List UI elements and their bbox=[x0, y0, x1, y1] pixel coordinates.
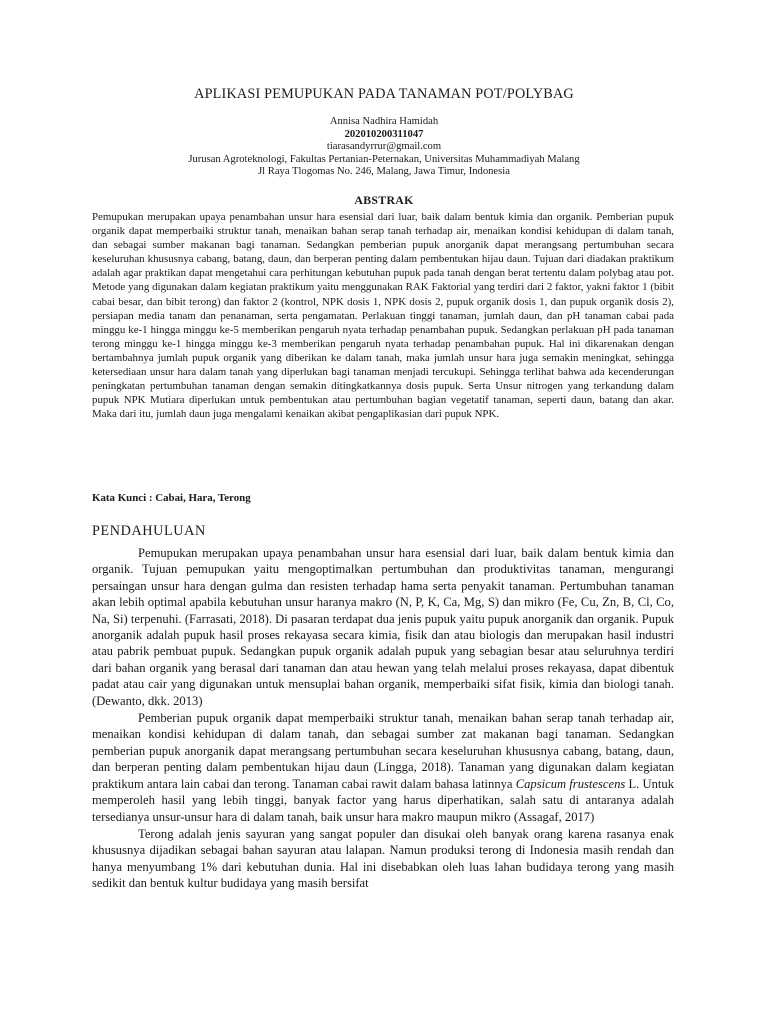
author-affiliation: Jurusan Agroteknologi, Fakultas Pertanian-Peternakan, Universitas Muhammadiyah Malang bbox=[188, 153, 580, 165]
author-email: tiarasandyrrur@gmail.com bbox=[326, 141, 442, 153]
paragraph: Terong adalah jenis sayuran yang sangat populer dan disukai oleh banyak orang karena rasanya enak khususnya dijadikan sebagai bahan sayuran atau lalapan. Namun produksi terong di Indonesia masih rendah dan hanya menyumbang 1% dari kebutuhan dunia. Hal ini disebabkan oleh luas lahan budidaya terong yang masih sedikit dan bentuk kultur budidaya yang masih bersifat bbox=[92, 826, 674, 891]
paragraph: Pemupukan merupakan upaya penambahan unsur hara esensial dari luar, baik dalam bentuk kimia dan organik. Tujuan pemupukan yaitu mengoptimalkan pertumbuhan dan produktivitas tanaman, mengurangi persaingan unsur hara dengan gulma dan resisten terhadap hama serta penyakit tanaman. Pertumbuhan tanaman akan lebih optimal apabila kebutuhan unsur haranya makro (N, P, K, Ca, Mg, S) dan mikro (Fe, Cu, Zn, B, Cl, Co, Na, Si) terpenuhi. (Farrasati, 2018). Di pasaran terdapat dua jenis pupuk yaitu pupuk anorganik dan organik. Pupuk anorganik adalah pupuk hasil proses rekayasa secara kimia, fisik dan atau biologis dan merupakan hasil industri atau pabrik pembuat pupuk. Sedangkan pupuk organik adalah pupuk yang sebagian besar atau seluruhnya terdiri dari bahan organik yang berasal dari tanaman dan atau hewan yang telah melalui proses rekayasa, dapat dibentuk padat atau cair yang digunakan untuk mensuplai bahan organik, memperbaiki sifat fisik, kimia dan biologi tanah. (Dewanto, dkk. 2013) bbox=[92, 546, 674, 708]
keywords: Kata Kunci : Cabai, Hara, Terong bbox=[92, 492, 251, 504]
author-name: Annisa Nadhira Hamidah bbox=[329, 116, 439, 127]
abstract-text: Pemupukan merupakan upaya penambahan unsur hara esensial dari luar, baik dalam bentuk kimia dan organik. Pemberian pupuk organik dapat memperbaiki struktur tanah, menaikan bahan serap tanah terhadap air, menaikan kondisi kehidupan di dalam tanah, dan sebagai sumber makanan bagi tanaman. Sedangkan pemberian pupuk anorganik dapat merangsang pertumbuhan secara keseluruhan khususnya cabang, batang, daun, dan berperan penting dalam pembentukan hijau daun. Tujuan dari diadakan praktikum adalah agar praktikan dapat mengetahui cara perhitungan kebutuhan pupuk pada tanah dengan berat tertentu dalam polybag atau pot. Metode yang digunakan dalam kegiatan praktikum yaitu menggunakan RAK Faktorial yang terdiri dari 2 faktor, yakni faktor 1 (bibit cabai besar, dan bibit terong) dan faktor 2 (kontrol, NPK dosis 1, NPK dosis 2, pupuk organik dosis 1, dan pupuk organik dosis 2), persiapan media tanam dan penanaman, serta pengamatan. Perlakuan tinggi tanaman, jumlah daun, dan pH tanaman cabai pada minggu ke-1 hingga minggu ke-5 memberikan pengaruh nyata terhadap penambahan pupuk. Sedangkan perlakuan pH pada tanaman terong minggu ke-1 hingga minggu ke-3 memberikan pengaruh nyata terhadap penambahan pupuk. Hal ini dikarenakan dengan bertambahnya jumlah pupuk organik yang diberikan ke dalam tanah, maka jumlah unsur hara juga semakin meningkat, sehingga ketersediaan unsur hara dalam tanah yang diperlukan bagi tanaman menjadi tercukupi. Sehingga terlihat bahwa ada kecenderungan peningkatan pertumbuhan tanaman dengan semakin ditingkatkannya dosis pupuk. Serta Unsur nitrogen yang terkandung dalam pupuk NPK Mutiara diperlukan untuk pembentukan atau pertumbuhan bagian vegetatif tanaman, seperti daun, batang dan akar. Maka dari itu, jumlah daun juga mengalami kenaikan akibat pengaplikasian dari pupuk NPK. bbox=[92, 211, 674, 421]
paragraph-text: L. Untuk memperoleh hasil yang lebih tinggi, banyak factor yang harus diperhatikan, salah satu di antaranya adalah tersedianya unsur-unsur hara di dalam tanah, baik unsur hara makro maupun mikro (Assagaf, 2017) bbox=[92, 776, 674, 824]
abstract-body bbox=[92, 210, 674, 421]
section-heading-introduction: PENDAHULUAN bbox=[92, 523, 206, 539]
student-id: 202010200311047 bbox=[344, 128, 424, 140]
paper-title: APLIKASI PEMUPUKAN PADA TANAMAN POT/POLYBAG bbox=[194, 86, 574, 102]
author-address: Jl Raya Tlogomas No. 246, Malang, Jawa Timur, Indonesia bbox=[258, 166, 510, 178]
paragraph bbox=[92, 710, 674, 825]
paragraph-text: Pemberian pupuk organik dapat memperbaiki struktur tanah, menaikan bahan serap tanah terhadap air, menaikan kondisi kehidupan di dalam tanah, dan sebagai sumber zat makanan bagi tanaman. Sedangkan pemberian pupuk anorganik dapat merangsang pertumbuhan secara keseluruhan khususnya cabang, batang, daun, dan berperan penting dalam pembentukan hijau daun (Lingga, 2018). Tanaman yang digunakan dalam kegiatan praktikum antara lain cabai dan terong. Tanaman cabai rawit dalam bahasa latinnya bbox=[92, 711, 674, 791]
scientific-name: Capsicum frustescens bbox=[515, 776, 626, 791]
abstract-heading: ABSTRAK bbox=[354, 193, 414, 207]
introduction-body bbox=[92, 545, 674, 893]
author-block bbox=[0, 116, 768, 179]
